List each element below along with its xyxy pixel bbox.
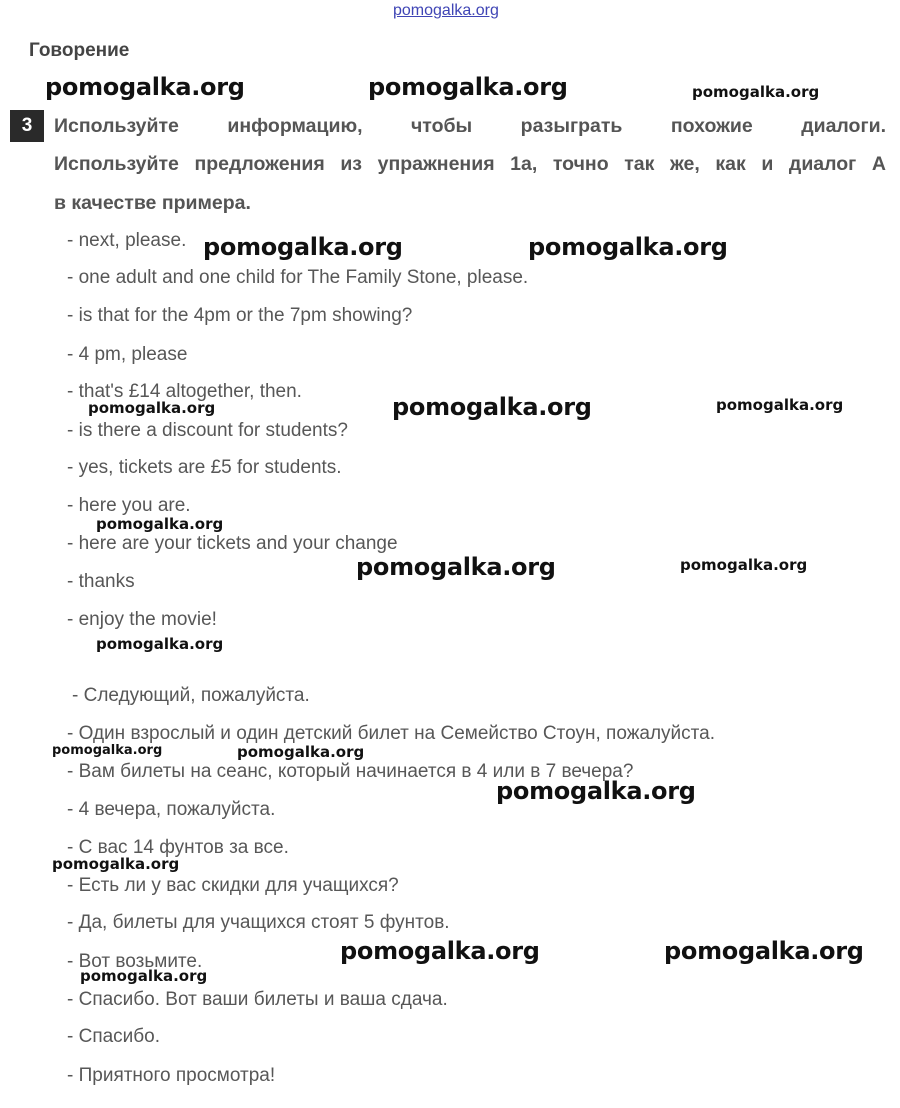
watermark: pomogalka.org [80,967,208,985]
russian-line: - Вот возьмите. [67,951,203,972]
watermark: pomogalka.org [96,635,224,653]
watermark: pomogalka.org [368,73,568,101]
watermark: pomogalka.org [356,553,556,581]
russian-line: - Вам билеты на сеанс, который начинается в 4 или в 7 вечера? [67,761,634,782]
watermark: pomogalka.org [203,233,403,261]
watermark: pomogalka.org [45,73,245,101]
russian-line: - Да, билеты для учащихся стоят 5 фунтов. [67,912,450,933]
watermark: pomogalka.org [680,556,808,574]
russian-line: - Один взрослый и один детский билет на Семейство Стоун, пожалуйста. [67,723,716,744]
instruction-line-2: Используйте предложения из упражнения 1а, точно так же, как и диалог А [54,153,886,175]
english-line: - here you are. [67,495,191,516]
instruction-line-1: Используйте информацию, чтобы разыграть похожие диалоги. [54,115,886,137]
russian-line: - Есть ли у вас скидки для учащихся? [67,875,399,896]
english-line: - that's £14 altogether, then. [67,381,302,402]
watermark: pomogalka.org [692,83,820,101]
english-line: - 4 pm, please [67,344,188,365]
site-link[interactable]: pomogalka.org [393,2,499,19]
russian-line: - С вас 14 фунтов за все. [67,837,289,858]
russian-line: - 4 вечера, пожалуйста. [67,799,276,820]
english-line: - one adult and one child for The Family Stone, please. [67,267,529,288]
english-line: - is there a discount for students? [67,420,348,441]
watermark: pomogalka.org [664,937,864,965]
english-line: - enjoy the movie! [67,609,217,630]
english-line: - yes, tickets are £5 for students. [67,457,342,478]
english-line: - thanks [67,571,135,592]
watermark: pomogalka.org [52,743,163,758]
instruction-line-3: в качестве примера. [54,192,251,214]
english-line: - next, please. [67,230,187,251]
watermark: pomogalka.org [237,743,365,761]
russian-line: - Следующий, пожалуйста. [72,685,310,706]
watermark: pomogalka.org [528,233,728,261]
watermark: pomogalka.org [496,777,696,805]
exercise-number-badge: 3 [10,110,44,142]
russian-line: - Спасибо. [67,1026,161,1047]
watermark: pomogalka.org [340,937,540,965]
watermark: pomogalka.org [88,399,216,417]
watermark: pomogalka.org [96,515,224,533]
watermark: pomogalka.org [392,393,592,421]
watermark: pomogalka.org [716,396,844,414]
section-title: Говорение [29,40,130,61]
watermark: pomogalka.org [52,855,180,873]
english-line: - is that for the 4pm or the 7pm showing? [67,305,413,326]
russian-line: - Приятного просмотра! [67,1065,276,1086]
english-line: - here are your tickets and your change [67,533,398,554]
russian-line: - Спасибо. Вот ваши билеты и ваша сдача. [67,989,448,1010]
